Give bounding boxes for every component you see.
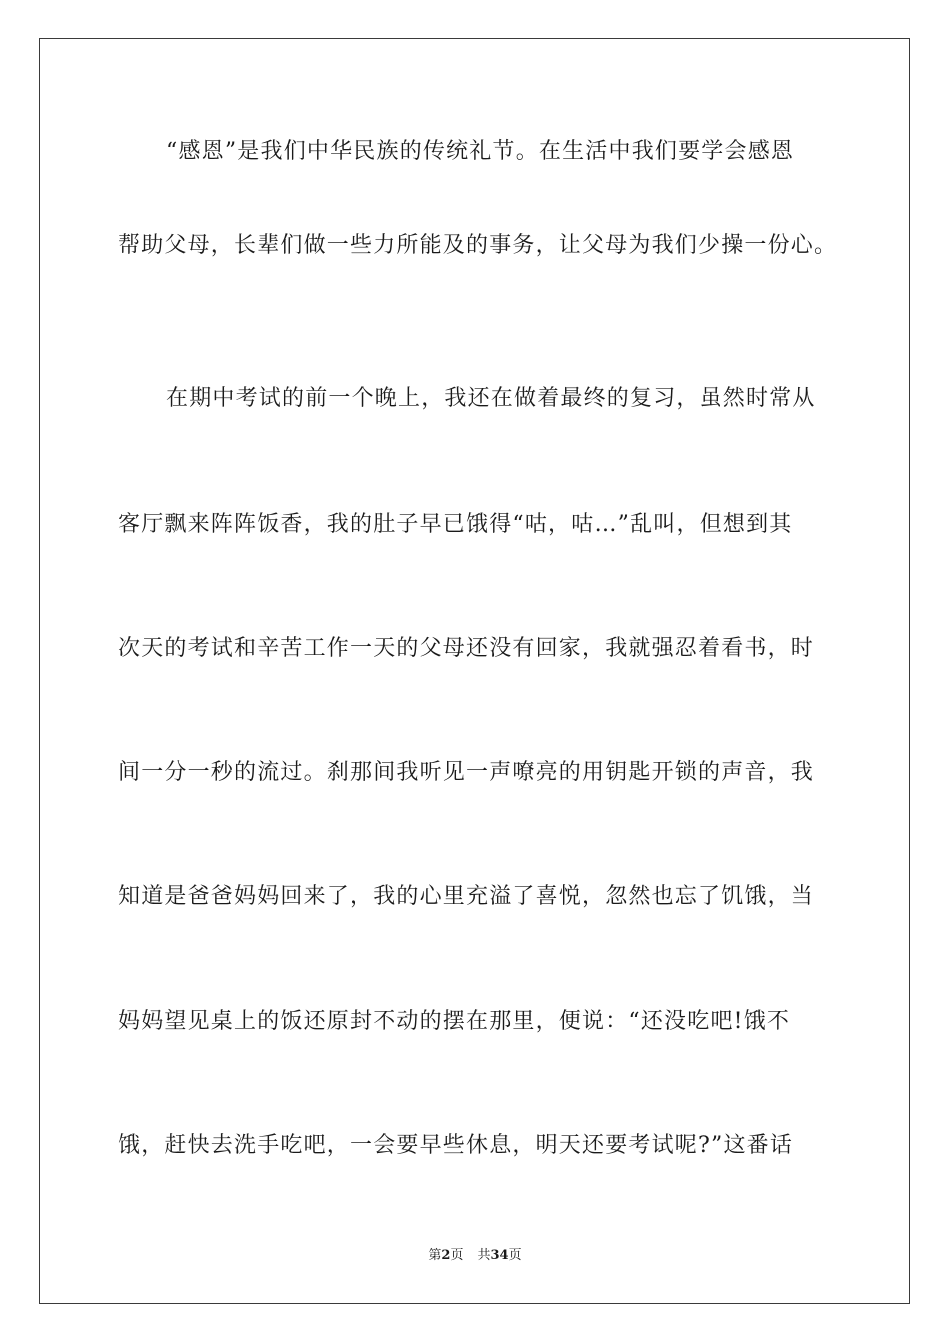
- paragraph-line: 帮助父母，长辈们做一些力所能及的事务，让父母为我们少操一份心。: [118, 233, 838, 258]
- total-pages: 34: [490, 1248, 509, 1263]
- page-prefix: 第: [428, 1248, 442, 1263]
- paragraph-line: 饿，赶快去洗手吃吧，一会要早些休息，明天还要考试呢?”这番话: [118, 1133, 794, 1158]
- page-footer: [0, 1247, 950, 1265]
- paragraph-line: 间一分一秒的流过。刹那间我听见一声嘹亮的用钥匙开锁的声音，我: [118, 760, 815, 785]
- paragraph-line: 次天的考试和辛苦工作一天的父母还没有回家，我就强忍着看书，时: [118, 636, 815, 661]
- page-suffix: 页: [450, 1248, 464, 1263]
- paragraph-line: “感恩”是我们中华民族的传统礼节。在生活中我们要学会感恩: [166, 139, 795, 164]
- paragraph-line: 知道是爸爸妈妈回来了，我的心里充溢了喜悦，忽然也忘了饥饿，当: [118, 884, 815, 909]
- page-number: 2: [441, 1248, 451, 1263]
- paragraph-line: 客厅飘来阵阵饭香，我的肚子早已饿得“咕，咕…”乱叫，但想到其: [118, 512, 793, 537]
- paragraph-line: 妈妈望见桌上的饭还原封不动的摆在那里，便说：“还没吃吧!饿不: [118, 1009, 791, 1034]
- page-border: [39, 38, 910, 1304]
- total-prefix: 共: [477, 1248, 491, 1263]
- total-suffix: 页: [508, 1248, 522, 1263]
- paragraph-line: 在期中考试的前一个晚上，我还在做着最终的复习，虽然时常从: [166, 386, 816, 411]
